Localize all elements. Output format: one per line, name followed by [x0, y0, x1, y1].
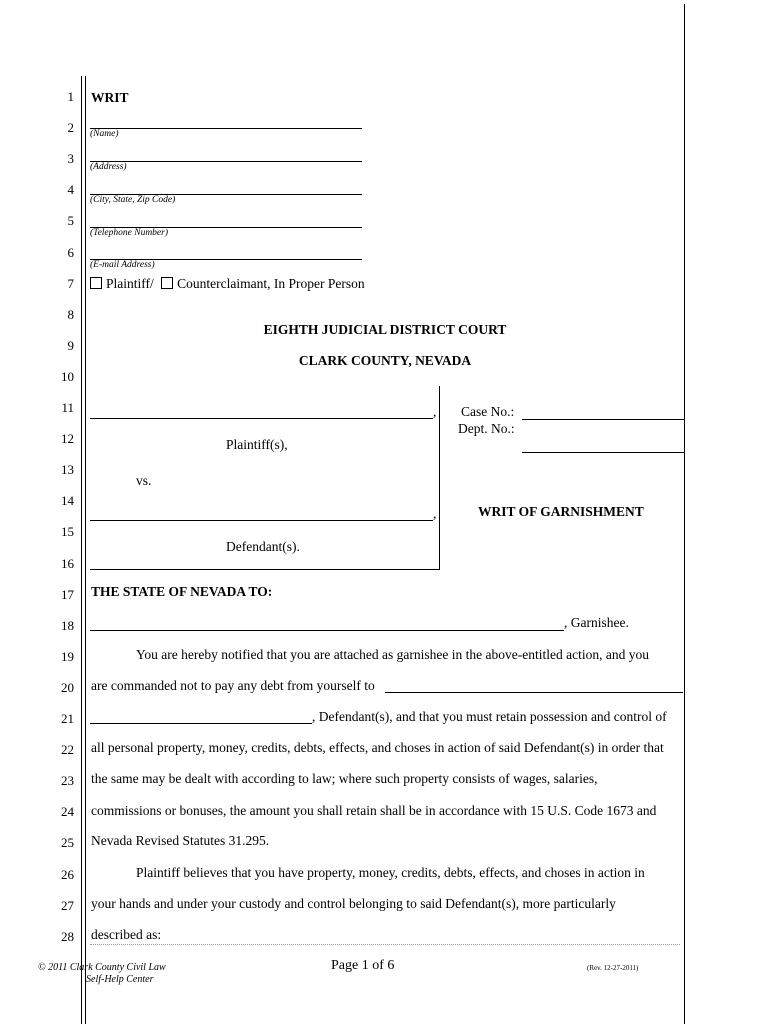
salutation: THE STATE OF NEVADA TO: [91, 584, 273, 599]
body-line-21: , Defendant(s), and that you must retain possession and control of [312, 709, 667, 724]
caption-comma-2: , [433, 506, 437, 521]
left-margin-rule-outer [81, 76, 82, 1024]
versus-label: vs. [136, 473, 152, 488]
caption-box-right-rule [439, 386, 440, 570]
line-number: 18 [61, 617, 74, 633]
garnishee-suffix: , Garnishee. [564, 615, 629, 630]
line-number: 10 [61, 368, 74, 384]
plaintiff-name-field[interactable] [90, 418, 433, 419]
name-label: (Name) [90, 129, 119, 139]
line-number: 3 [67, 151, 74, 167]
line-number: 14 [61, 493, 74, 509]
line-number: 21 [61, 711, 74, 726]
court-county: CLARK COUNTY, NEVADA [298, 353, 472, 368]
line-number: 26 [61, 866, 74, 882]
address-label: (Address) [90, 162, 127, 172]
line-number: 17 [61, 586, 74, 602]
plaintiff-checkbox[interactable] [90, 277, 102, 289]
line-number: 24 [61, 804, 74, 820]
defendants-label: Defendant(s). [226, 539, 300, 554]
defendant-name-field[interactable] [90, 520, 433, 521]
dept-no-field[interactable] [522, 452, 684, 453]
line-number: 13 [61, 462, 74, 478]
body-line-19: You are hereby notified that you are attached as garnishee in the above-entitled action, and you [136, 647, 649, 662]
page-number: Page 1 of 6 [331, 958, 395, 973]
address-field[interactable] [90, 161, 362, 162]
line-number: 5 [67, 213, 74, 229]
line-number: 19 [61, 648, 74, 664]
line-number: 20 [61, 679, 74, 695]
line-number: 1 [67, 89, 74, 104]
line-number: 16 [61, 555, 74, 571]
line-number: 11 [61, 400, 74, 415]
plaintiff-option-label: Plaintiff/ [106, 276, 154, 291]
body-line-28: described as: [91, 927, 162, 942]
body-line-20: are commanded not to pay any debt from yourself to [91, 678, 375, 693]
copyright-line-1: © 2011 Clark County Civil Law [38, 962, 166, 973]
city-state-zip-label: (City, State, Zip Code) [90, 195, 176, 205]
body-line-27: your hands and under your custody and control belonging to said Defendant(s), more particularly [91, 896, 616, 911]
counterclaimant-checkbox[interactable] [161, 277, 173, 289]
doc-label: WRIT [91, 90, 129, 105]
line-number: 28 [61, 928, 74, 944]
line-number: 9 [67, 337, 74, 353]
body-line-23: the same may be dealt with according to law; where such property consists of wages, salaries, [91, 771, 598, 786]
body-line-25: Nevada Revised Statutes 31.295. [91, 833, 270, 848]
line-number: 27 [61, 897, 74, 913]
body-line-26: Plaintiff believes that you have property, money, credits, debts, effects, and choses in action in [136, 865, 645, 880]
defendant-name-field-body[interactable] [90, 723, 312, 724]
line-number: 2 [67, 120, 74, 136]
body-line-24: commissions or bonuses, the amount you shall retain shall be in accordance with 15 U.S. Code 1673 and [91, 803, 657, 818]
name-field[interactable] [90, 128, 362, 129]
dept-no-label: Dept. No.: [458, 421, 515, 436]
copyright-line-2: Self-Help Center [86, 974, 154, 985]
caption-comma-1: , [433, 404, 437, 419]
left-margin-rule-inner [85, 76, 86, 1024]
case-no-label: Case No.: [461, 404, 515, 419]
line-number: 12 [61, 431, 74, 447]
creditor-name-field[interactable] [385, 692, 683, 693]
line-number: 23 [61, 773, 74, 789]
line-number: 6 [67, 244, 74, 260]
line-number: 8 [67, 306, 74, 322]
line-number: 7 [67, 275, 74, 291]
body-line-22: all personal property, money, credits, debts, effects, and choses in action of said Defendant(s) in order that [91, 740, 664, 755]
line-number: 25 [61, 835, 74, 851]
page-content-boundary [90, 944, 680, 945]
revision-date: (Rev. 12-27-2011) [587, 964, 639, 972]
line-number: 4 [67, 182, 74, 198]
garnishee-name-field[interactable] [90, 630, 564, 631]
email-label: (E-mail Address) [90, 260, 155, 270]
telephone-label: (Telephone Number) [90, 228, 169, 238]
counterclaimant-option-label: Counterclaimant, In Proper Person [177, 276, 365, 291]
caption-box-bottom-rule [90, 569, 440, 570]
line-number: 22 [61, 742, 74, 758]
line-number: 15 [61, 524, 74, 540]
case-no-field[interactable] [522, 419, 684, 420]
court-name: EIGHTH JUDICIAL DISTRICT COURT [263, 322, 507, 337]
right-margin-rule [684, 4, 685, 1024]
party-type-row [90, 276, 365, 292]
document-title: WRIT OF GARNISHMENT [478, 504, 644, 519]
plaintiffs-label: Plaintiff(s), [226, 437, 288, 452]
